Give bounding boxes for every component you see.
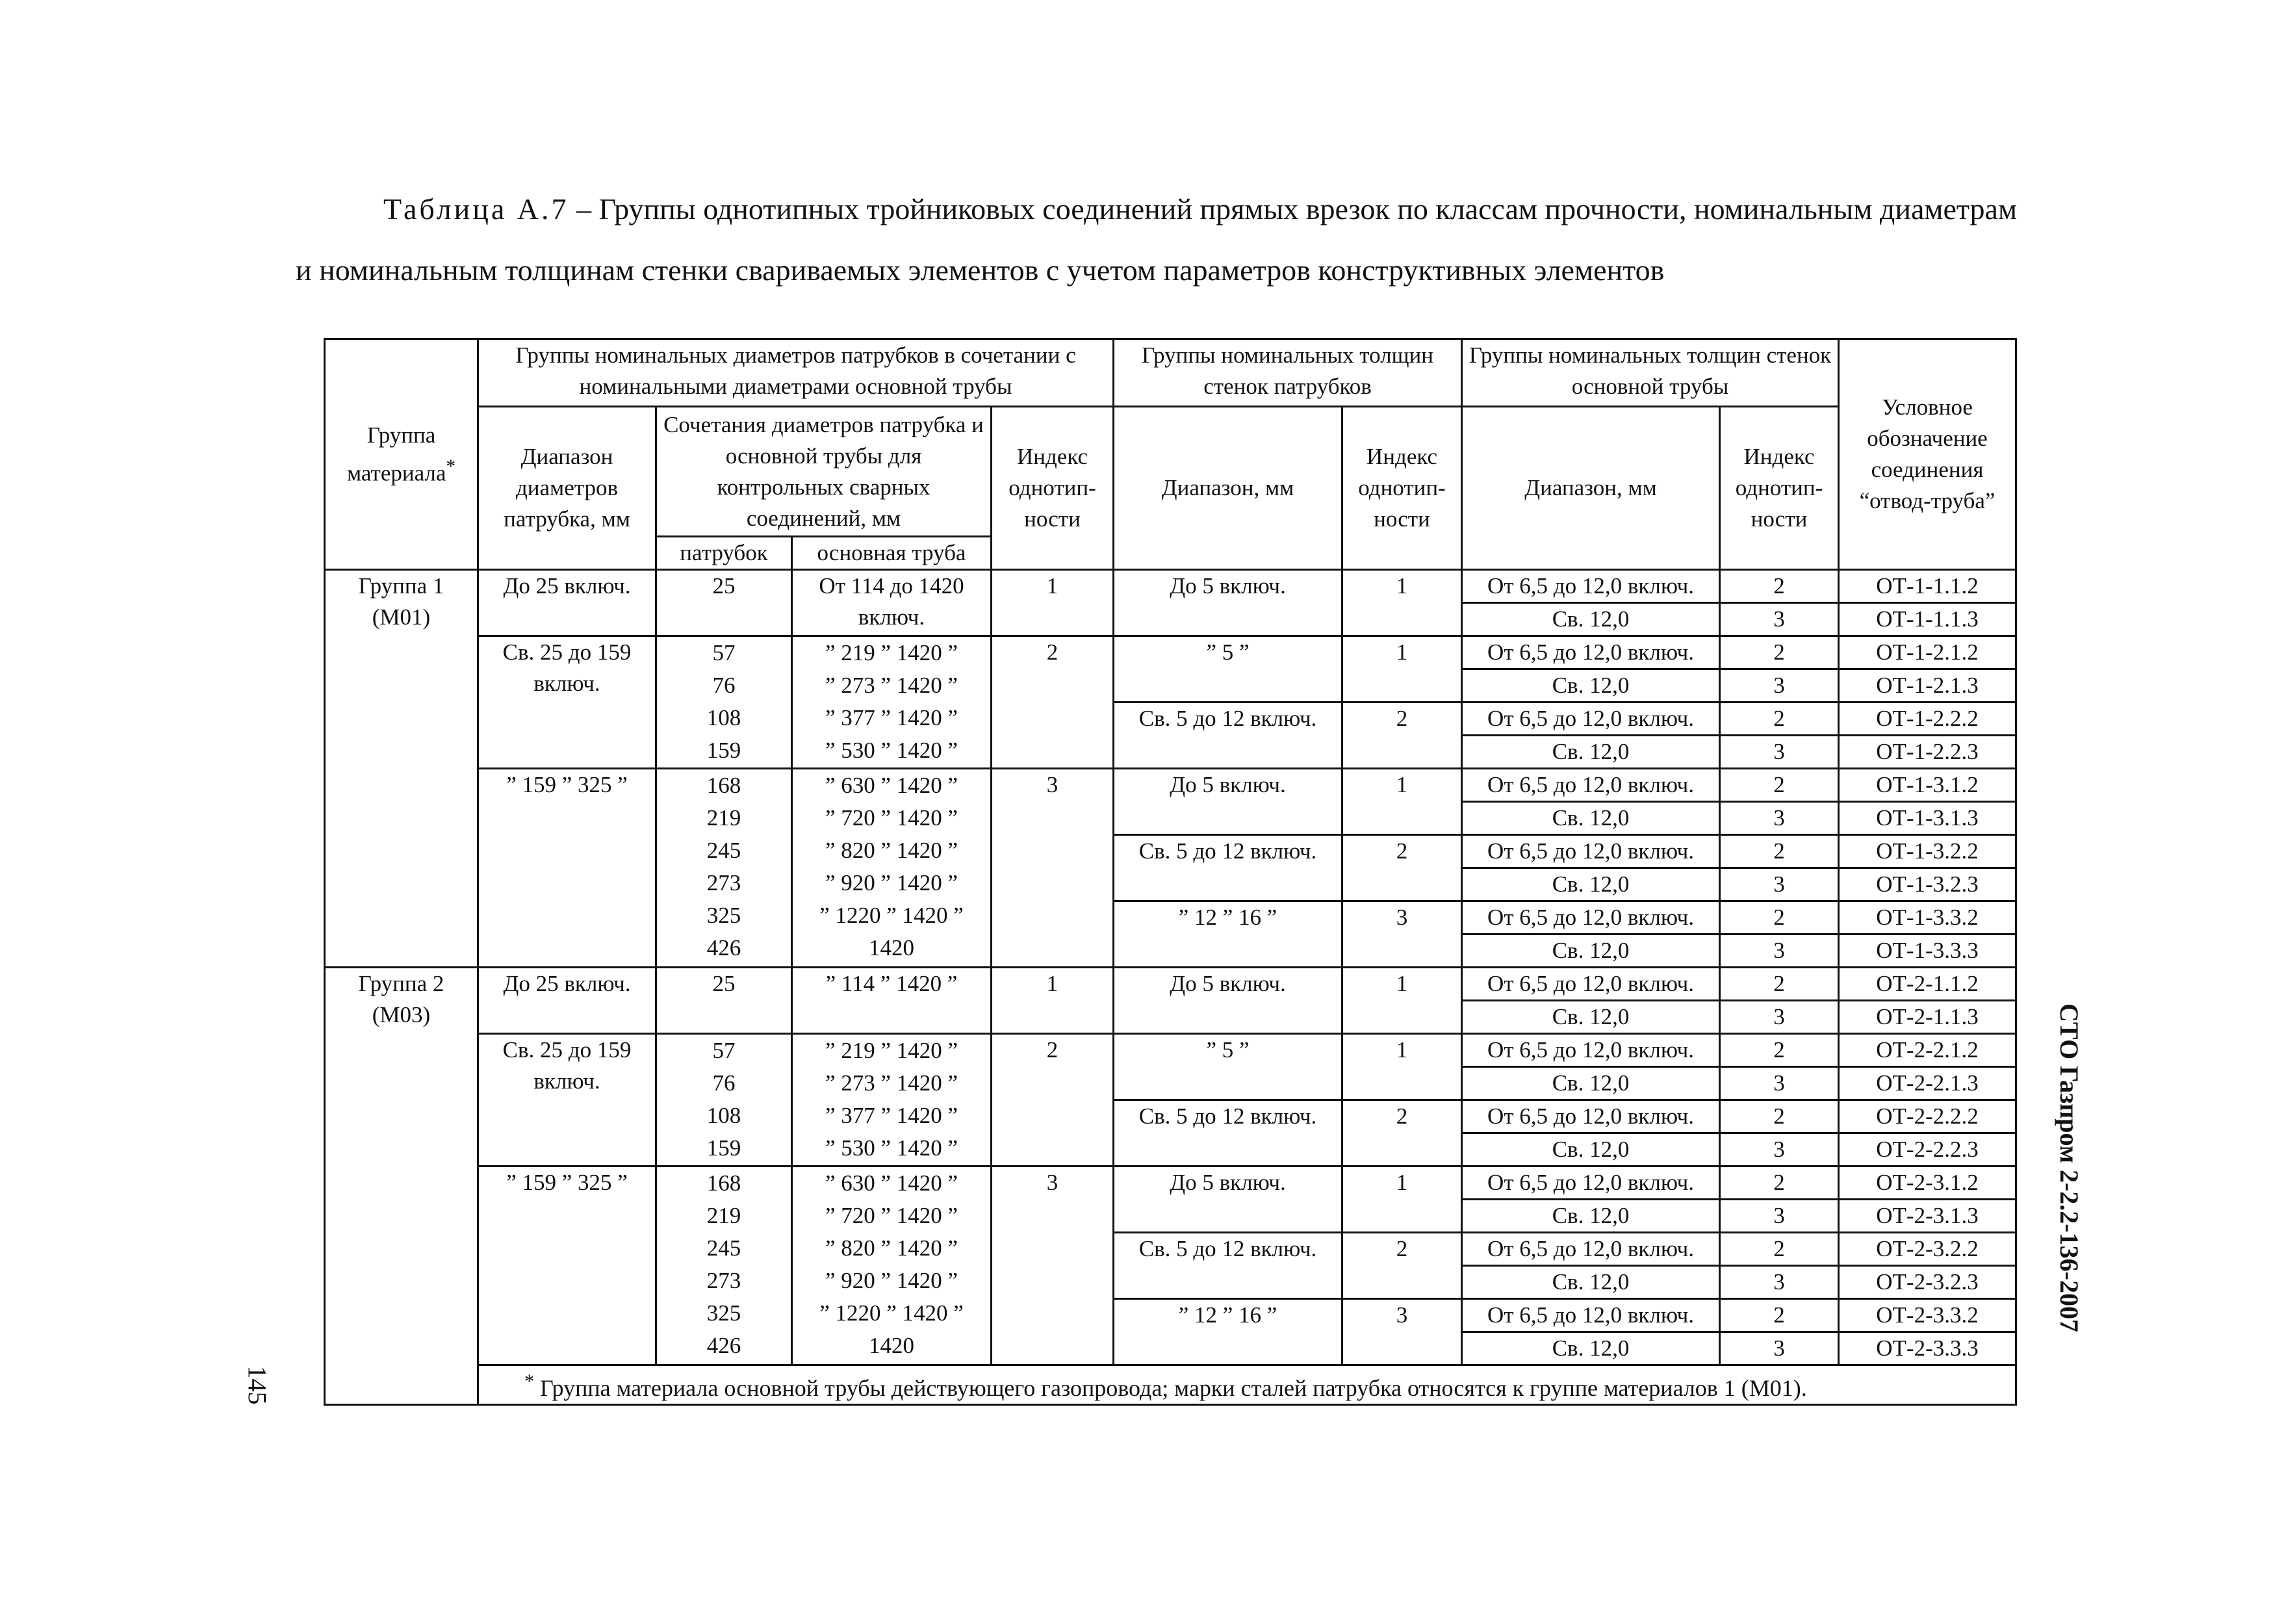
main-thickness-index: 3 bbox=[1720, 868, 1839, 901]
designation: ОТ-2-1.1.2 bbox=[1839, 968, 2016, 1001]
header-branch-groups: Группы номинальных диаметров патрубков в сочетании с номинальными диаметрами основной трубы bbox=[478, 339, 1114, 407]
index-value: 1 bbox=[992, 968, 1114, 1034]
branch-thickness: ” 12 ” 16 ” bbox=[1114, 901, 1342, 968]
designation: ОТ-1-3.1.3 bbox=[1839, 802, 2016, 835]
branch-thickness: ” 5 ” bbox=[1114, 1034, 1342, 1100]
main-thickness-index: 3 bbox=[1720, 1067, 1839, 1100]
main-diam-list: ” 630 ” 1420 ” ” 720 ” 1420 ” ” 820 ” 1420 ” ” 920 ” 1420 ” ” 1220 ” 1420 ” 1420 bbox=[792, 1166, 992, 1365]
main-thickness: Св. 12,0 bbox=[1462, 868, 1720, 901]
branch-thickness-index: 2 bbox=[1342, 702, 1462, 769]
main-thickness-index: 2 bbox=[1720, 1233, 1839, 1266]
index-value: 3 bbox=[992, 769, 1114, 968]
main-thickness: От 6,5 до 12,0 включ. bbox=[1462, 570, 1720, 603]
index-value: 1 bbox=[992, 570, 1114, 636]
caption-label: Таблица А.7 bbox=[383, 192, 569, 226]
header-index: Индекс однотип-ности bbox=[992, 407, 1114, 570]
branch-thickness: До 5 включ. bbox=[1114, 769, 1342, 835]
branch-thickness: Св. 5 до 12 включ. bbox=[1114, 1100, 1342, 1166]
main-thickness-index: 2 bbox=[1720, 570, 1839, 603]
branch-diam-list: 57 76 108 159 bbox=[656, 1034, 792, 1166]
caption-line2: и номинальным толщинам стенки свариваемых элементов с учетом параметров конструктивных элементов bbox=[296, 253, 1665, 287]
branch-thickness-index: 2 bbox=[1342, 835, 1462, 901]
designation: ОТ-1-3.3.2 bbox=[1839, 901, 2016, 934]
main-thickness: Св. 12,0 bbox=[1462, 736, 1720, 769]
designation: ОТ-2-3.2.2 bbox=[1839, 1233, 2016, 1266]
header-branch-wall-groups: Группы номинальных толщин стенок патрубков bbox=[1114, 339, 1462, 407]
branch-thickness-index: 2 bbox=[1342, 1100, 1462, 1166]
header-branch: патрубок bbox=[656, 537, 792, 570]
main-thickness: Св. 12,0 bbox=[1462, 1200, 1720, 1233]
diam-range: Св. 25 до 159 включ. bbox=[478, 1034, 656, 1166]
branch-thickness-index: 1 bbox=[1342, 769, 1462, 835]
branch-thickness-index: 2 bbox=[1342, 1233, 1462, 1299]
main-thickness: От 6,5 до 12,0 включ. bbox=[1462, 769, 1720, 802]
designation: ОТ-2-3.3.2 bbox=[1839, 1299, 2016, 1332]
index-value: 2 bbox=[992, 1034, 1114, 1166]
designation: ОТ-1-2.1.3 bbox=[1839, 669, 2016, 702]
main-thickness-index: 3 bbox=[1720, 1266, 1839, 1299]
main-thickness: От 6,5 до 12,0 включ. bbox=[1462, 1034, 1720, 1067]
diam-range: До 25 включ. bbox=[478, 968, 656, 1034]
main-thickness-index: 2 bbox=[1720, 968, 1839, 1001]
footnote-row bbox=[325, 1365, 2016, 1405]
main-thickness: От 6,5 до 12,0 включ. bbox=[1462, 636, 1720, 669]
material-group-2: Группа 2 (М03) bbox=[325, 968, 478, 1365]
designation: ОТ-1-1.1.2 bbox=[1839, 570, 2016, 603]
main-thickness-index: 3 bbox=[1720, 934, 1839, 968]
branch-thickness: До 5 включ. bbox=[1114, 570, 1342, 636]
main-thickness-index: 2 bbox=[1720, 702, 1839, 736]
main-thickness-index: 2 bbox=[1720, 1034, 1839, 1067]
designation: ОТ-1-3.2.3 bbox=[1839, 868, 2016, 901]
table-row bbox=[325, 968, 2016, 1001]
index-value: 2 bbox=[992, 636, 1114, 769]
main-thickness: От 6,5 до 12,0 включ. bbox=[1462, 1100, 1720, 1133]
main-thickness: От 6,5 до 12,0 включ. bbox=[1462, 1166, 1720, 1200]
document-code: СТО Газпром 2-2.2-136-2007 bbox=[2055, 1003, 2084, 1332]
main-thickness-index: 3 bbox=[1720, 736, 1839, 769]
table-row bbox=[325, 1166, 2016, 1200]
header-main-index: Индекс однотип-ности bbox=[1720, 407, 1839, 570]
main-diam: ” 114 ” 1420 ” bbox=[792, 968, 992, 1034]
designation: ОТ-2-2.1.2 bbox=[1839, 1034, 2016, 1067]
designation: ОТ-1-3.3.3 bbox=[1839, 934, 2016, 968]
main-thickness-index: 2 bbox=[1720, 769, 1839, 802]
branch-thickness: Св. 5 до 12 включ. bbox=[1114, 835, 1342, 901]
main-thickness: Св. 12,0 bbox=[1462, 1001, 1720, 1034]
branch-thickness: ” 12 ” 16 ” bbox=[1114, 1299, 1342, 1365]
branch-diam-list: 168 219 245 273 325 426 bbox=[656, 769, 792, 968]
table-row bbox=[325, 636, 2016, 669]
branch-thickness: До 5 включ. bbox=[1114, 1166, 1342, 1233]
table-row bbox=[325, 570, 2016, 603]
main-thickness: Св. 12,0 bbox=[1462, 1332, 1720, 1365]
header-row bbox=[325, 407, 2016, 537]
main-thickness-index: 3 bbox=[1720, 802, 1839, 835]
branch-thickness: Св. 5 до 12 включ. bbox=[1114, 702, 1342, 769]
branch-thickness-index: 3 bbox=[1342, 1299, 1462, 1365]
branch-diam-list: 168 219 245 273 325 426 bbox=[656, 1166, 792, 1365]
header-main-pipe: основная труба bbox=[792, 537, 992, 570]
designation: ОТ-2-3.1.3 bbox=[1839, 1200, 2016, 1233]
header-branch-range: Диапазон, мм bbox=[1114, 407, 1342, 570]
main-thickness-index: 2 bbox=[1720, 835, 1839, 868]
main-thickness: От 6,5 до 12,0 включ. bbox=[1462, 835, 1720, 868]
main-thickness-index: 3 bbox=[1720, 669, 1839, 702]
main-thickness: Св. 12,0 bbox=[1462, 1266, 1720, 1299]
main-thickness: От 6,5 до 12,0 включ. bbox=[1462, 901, 1720, 934]
main-thickness: Св. 12,0 bbox=[1462, 934, 1720, 968]
index-value: 3 bbox=[992, 1166, 1114, 1365]
header-designation: Условное обозначение соединения “отвод-труба” bbox=[1839, 339, 2016, 570]
branch-thickness: Св. 5 до 12 включ. bbox=[1114, 1233, 1342, 1299]
branch-thickness-index: 1 bbox=[1342, 1034, 1462, 1100]
header-diam-range: Диапазон диаметров патрубка, мм bbox=[478, 407, 656, 570]
table-caption bbox=[296, 179, 2050, 301]
main-thickness-index: 3 bbox=[1720, 1200, 1839, 1233]
designation: ОТ-1-3.1.2 bbox=[1839, 769, 2016, 802]
material-group-1: Группа 1 (М01) bbox=[325, 570, 478, 968]
main-thickness: Св. 12,0 bbox=[1462, 669, 1720, 702]
diam-range: Св. 25 до 159 включ. bbox=[478, 636, 656, 769]
main-diam-list: ” 219 ” 1420 ” ” 273 ” 1420 ” ” 377 ” 1420 ” ” 530 ” 1420 ” bbox=[792, 636, 992, 769]
designation: ОТ-2-2.2.3 bbox=[1839, 1133, 2016, 1166]
designation: ОТ-2-2.2.2 bbox=[1839, 1100, 2016, 1133]
main-diam-list: ” 630 ” 1420 ” ” 720 ” 1420 ” ” 820 ” 1420 ” ” 920 ” 1420 ” ” 1220 ” 1420 ” 1420 bbox=[792, 769, 992, 968]
table-row bbox=[325, 769, 2016, 802]
main-thickness-index: 2 bbox=[1720, 1299, 1839, 1332]
branch-diam: 25 bbox=[656, 968, 792, 1034]
main-thickness-index: 2 bbox=[1720, 901, 1839, 934]
main-thickness-index: 3 bbox=[1720, 603, 1839, 636]
branch-diam: 25 bbox=[656, 570, 792, 636]
branch-thickness-index: 1 bbox=[1342, 968, 1462, 1034]
main-thickness: Св. 12,0 bbox=[1462, 802, 1720, 835]
main-thickness: От 6,5 до 12,0 включ. bbox=[1462, 702, 1720, 736]
main-thickness-index: 2 bbox=[1720, 636, 1839, 669]
main-thickness: От 6,5 до 12,0 включ. bbox=[1462, 1233, 1720, 1266]
diam-range: ” 159 ” 325 ” bbox=[478, 769, 656, 968]
main-thickness-index: 3 bbox=[1720, 1332, 1839, 1365]
designation: ОТ-1-1.1.3 bbox=[1839, 603, 2016, 636]
designation: ОТ-2-1.1.3 bbox=[1839, 1001, 2016, 1034]
diam-range: До 25 включ. bbox=[478, 570, 656, 636]
designation: ОТ-2-3.3.3 bbox=[1839, 1332, 2016, 1365]
header-branch-index: Индекс однотип-ности bbox=[1342, 407, 1462, 570]
header-row bbox=[325, 339, 2016, 407]
header-main-range: Диапазон, мм bbox=[1462, 407, 1720, 570]
branch-thickness-index: 1 bbox=[1342, 570, 1462, 636]
designation: ОТ-1-2.1.2 bbox=[1839, 636, 2016, 669]
caption-line1: – Группы однотипных тройниковых соединений прямых врезок по классам прочности, номинальным диаметрам bbox=[569, 192, 2018, 226]
main-diam-list: ” 219 ” 1420 ” ” 273 ” 1420 ” ” 377 ” 1420 ” ” 530 ” 1420 ” bbox=[792, 1034, 992, 1166]
branch-thickness: ” 5 ” bbox=[1114, 636, 1342, 702]
header-material-group: Группа материала* bbox=[325, 339, 478, 570]
designation: ОТ-2-3.1.2 bbox=[1839, 1166, 2016, 1200]
branch-thickness-index: 1 bbox=[1342, 636, 1462, 702]
footnote-spacer bbox=[325, 1365, 478, 1405]
branch-thickness-index: 1 bbox=[1342, 1166, 1462, 1233]
main-thickness-index: 3 bbox=[1720, 1133, 1839, 1166]
header-combinations: Сочетания диаметров патрубка и основной трубы для контрольных сварных соединений, мм bbox=[656, 407, 992, 537]
main-thickness: Св. 12,0 bbox=[1462, 1067, 1720, 1100]
diam-range: ” 159 ” 325 ” bbox=[478, 1166, 656, 1365]
footnote: * Группа материала основной трубы действующего газопровода; марки сталей патрубка относятся к группе материалов 1 (М01). bbox=[478, 1365, 2016, 1405]
designation: ОТ-1-2.2.2 bbox=[1839, 702, 2016, 736]
branch-thickness-index: 3 bbox=[1342, 901, 1462, 968]
designation: ОТ-1-2.2.3 bbox=[1839, 736, 2016, 769]
page-number: 145 bbox=[242, 1365, 272, 1405]
groups-table bbox=[324, 338, 2017, 1406]
main-thickness: Св. 12,0 bbox=[1462, 603, 1720, 636]
main-thickness: От 6,5 до 12,0 включ. bbox=[1462, 968, 1720, 1001]
main-thickness-index: 2 bbox=[1720, 1100, 1839, 1133]
designation: ОТ-1-3.2.2 bbox=[1839, 835, 2016, 868]
header-main-wall-groups: Группы номинальных толщин стенок основной трубы bbox=[1462, 339, 1839, 407]
designation: ОТ-2-3.2.3 bbox=[1839, 1266, 2016, 1299]
main-thickness: Св. 12,0 bbox=[1462, 1133, 1720, 1166]
designation: ОТ-2-2.1.3 bbox=[1839, 1067, 2016, 1100]
branch-thickness: До 5 включ. bbox=[1114, 968, 1342, 1034]
main-thickness: От 6,5 до 12,0 включ. bbox=[1462, 1299, 1720, 1332]
main-thickness-index: 2 bbox=[1720, 1166, 1839, 1200]
main-thickness-index: 3 bbox=[1720, 1001, 1839, 1034]
branch-diam-list: 57 76 108 159 bbox=[656, 636, 792, 769]
main-diam: От 114 до 1420 включ. bbox=[792, 570, 992, 636]
table-row bbox=[325, 1034, 2016, 1067]
